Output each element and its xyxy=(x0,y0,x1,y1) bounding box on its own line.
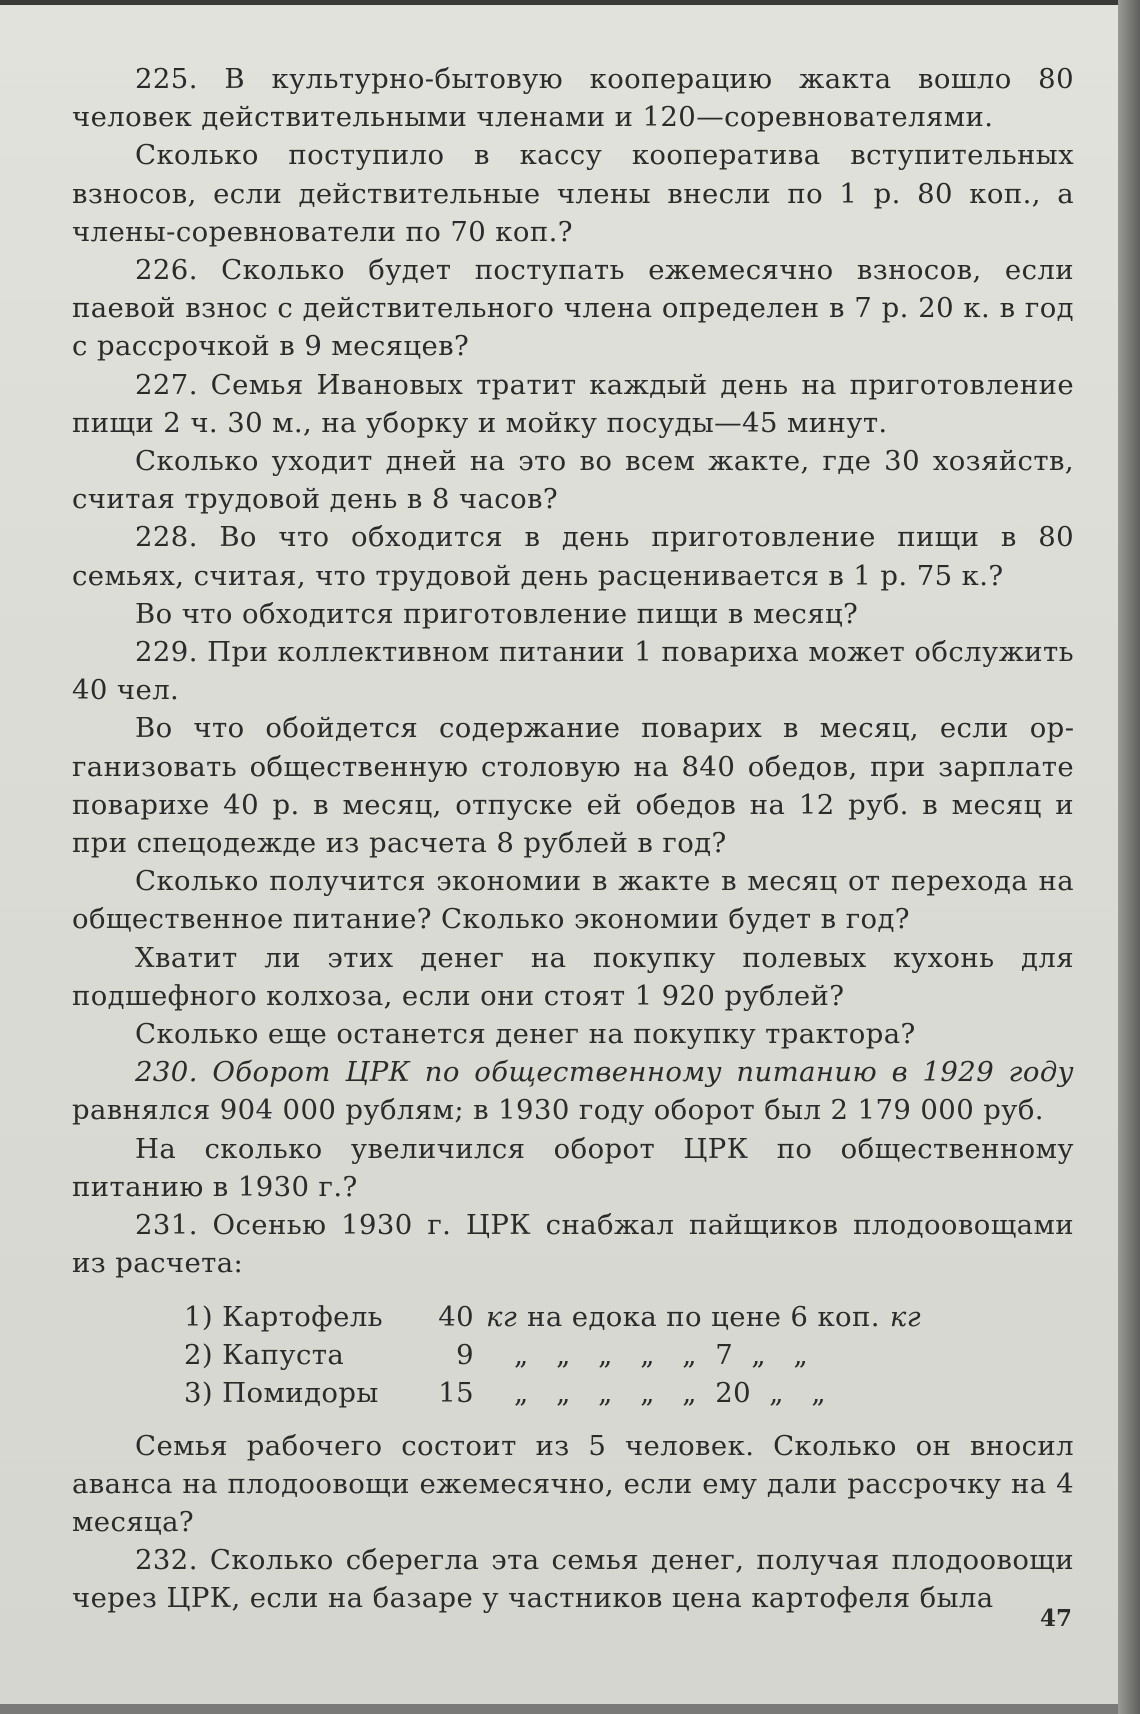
problem-number: 232. xyxy=(135,1544,198,1577)
produce-list xyxy=(184,1298,1074,1412)
problem-229 xyxy=(72,633,1074,709)
problem-number: 231. xyxy=(135,1209,198,1242)
problem-number: 227. xyxy=(135,368,198,401)
problem-text: Сколько будет поступать ежемесячно взносов, если паевой взнос с действительного члена определен в 7 р. 20 к. в год с рассрочкой в 9 месяцев? xyxy=(72,254,1074,363)
problem-number: 228. xyxy=(135,521,198,554)
produce-terms: „ „ „ „ „ 7 „ „ xyxy=(514,1338,809,1371)
produce-terms: на едока по цене 6 коп. xyxy=(527,1300,880,1333)
problem-text: На сколько увеличился оборот ЦРК по общественному питанию в 1930 г.? xyxy=(72,1132,1074,1203)
page-edge-shadow xyxy=(1118,0,1140,1714)
problem-paragraph xyxy=(72,442,1074,518)
problem-232 xyxy=(72,1541,1074,1617)
problem-text: Сколько уходит дней на это во всем жакте, где 30 хозяйств, считая трудовой день в 8 часов? xyxy=(72,445,1074,516)
problem-paragraph xyxy=(72,939,1074,1015)
produce-name: 1) Картофель xyxy=(184,1300,384,1333)
problem-text: Во что обходится в день приготовление пищи в 80 семьях, считая, что трудовой день расценивается в 1 р. 75 к.? xyxy=(72,521,1074,592)
page-text xyxy=(72,60,1074,1618)
problem-text: Сколько поступило в кассу кооператива вступительных взносов, если действительные члены внесли по 1 р. 80 коп., а члены-соревнователи по 70 коп.? xyxy=(72,139,1074,248)
problem-text: Семья рабочего состоит из 5 человек. Сколько он вносил аванса на плодоовощи ежемесячно, если ему дали рассрочку на 4 месяца? xyxy=(72,1429,1074,1538)
page-number: 47 xyxy=(1040,1605,1073,1632)
produce-terms: „ „ „ „ „ 20 „ „ xyxy=(514,1376,827,1409)
problem-paragraph xyxy=(72,136,1074,251)
problem-text: Сколько получится экономии в жакте в месяц от перехода на общественное питание? Сколько экономии будет в год? xyxy=(72,865,1074,936)
problem-text: При коллективном питании 1 повариха может обслужить 40 чел. xyxy=(72,636,1074,707)
problem-text: Хватит ли этих денег на покупку полевых кухонь для подшефного колхоза, если они стоят 1 920 рублей? xyxy=(72,941,1074,1012)
produce-qty: 15 xyxy=(438,1376,474,1409)
problem-number: 230. xyxy=(135,1056,198,1089)
problem-paragraph xyxy=(72,1015,1074,1053)
problem-text: Семья Ивановых тратит каждый день на приготовление пищи 2 ч. 30 м., на уборку и мойку посуды—45 минут. xyxy=(72,368,1074,439)
problem-paragraph xyxy=(72,862,1074,938)
problem-230 xyxy=(72,1053,1074,1129)
problem-paragraph xyxy=(72,1130,1074,1206)
problem-paragraph xyxy=(72,1427,1074,1542)
problem-text: Осенью 1930 г. ЦРК снабжал пайщиков плодоовощами из расчета: xyxy=(72,1209,1074,1280)
problem-225 xyxy=(72,60,1074,136)
produce-unit: кг xyxy=(486,1300,518,1333)
produce-qty: 40 xyxy=(438,1300,474,1333)
problem-231 xyxy=(72,1206,1074,1282)
produce-name: 2) Капуста xyxy=(184,1338,345,1371)
problem-text: Во что обойдется содержание поварих в месяц, если организовать общественную столовую на 840 обедов, при зарплате поварихе 40 р. в месяц, отпуске ей обедов на 12 руб. в месяц и при спецодежде из расчета 8 рублей в год? xyxy=(72,712,1074,860)
problem-paragraph xyxy=(72,595,1074,633)
problem-228 xyxy=(72,518,1074,594)
problem-226 xyxy=(72,251,1074,366)
problem-227 xyxy=(72,366,1074,442)
problem-italic-text: Оборот ЦРК по общественному питанию в 1929 году xyxy=(212,1056,1074,1089)
produce-price-unit: кг xyxy=(889,1300,921,1333)
problem-text: Сколько сберегла эта семья денег, получая плодоовощи через ЦРК, если на базаре у частников цена картофеля была xyxy=(72,1544,1074,1615)
list-item xyxy=(184,1374,1074,1412)
problem-number: 229. xyxy=(135,636,198,669)
problem-text: Сколько еще останется денег на покупку трактора? xyxy=(135,1018,916,1051)
problem-number: 226. xyxy=(135,254,198,287)
problem-paragraph xyxy=(72,709,1074,862)
list-item xyxy=(184,1336,1074,1374)
problem-text: Во что обходится приготовление пищи в месяц? xyxy=(135,597,859,630)
produce-qty: 9 xyxy=(456,1338,474,1371)
produce-name: 3) Помидоры xyxy=(184,1376,379,1409)
problem-text: равнялся 904 000 рублям; в 1930 году оборот был 2 179 000 руб. xyxy=(72,1094,1044,1127)
list-item xyxy=(184,1298,1074,1336)
problem-number: 225. xyxy=(135,63,198,95)
problem-text: В культурно-бытовую кооперацию жакта вошло 80 человек действительными членами и 120—соревнователями. xyxy=(72,63,1074,134)
